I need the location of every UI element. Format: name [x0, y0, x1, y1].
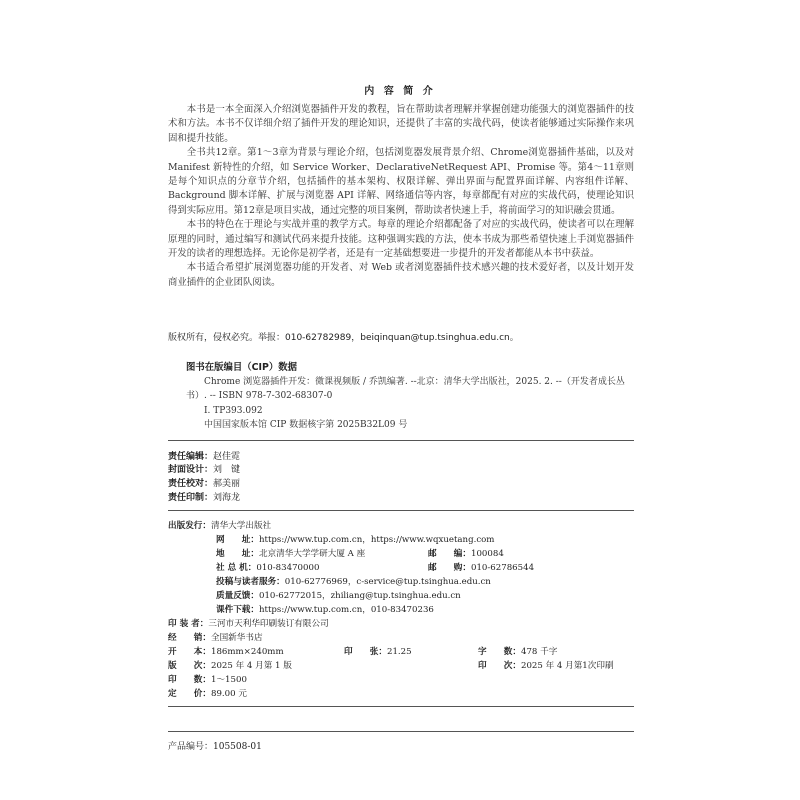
- courseware-label: 课件下载：: [216, 605, 259, 615]
- cip-heading: 图书在版编目（CIP）数据: [186, 362, 297, 373]
- printing-value: 2025 年 4 月第1次印刷: [520, 661, 614, 671]
- credit-row: [168, 449, 240, 462]
- courseware-row: [216, 603, 434, 615]
- credit-value: 郝美丽: [213, 479, 241, 489]
- cip-line: Chrome 浏览器插件开发：微课视频版 / 乔凯编著. --北京：清华大学出版社，2025. 2. --（开发者成长丛书）. -- ISBN 978-7-302-68307-0: [186, 377, 625, 402]
- edition-value: 2025 年 4 月第 1 版: [210, 661, 292, 671]
- publisher-label: 出版发行：: [168, 521, 211, 531]
- word-count-value: 478 千字: [520, 647, 558, 657]
- credit-label: 责任编辑：: [168, 452, 214, 462]
- quality-value: 010-62772015，zhiliang@tup.tsinghua.edu.cn: [258, 591, 461, 601]
- copies-row: [168, 673, 247, 685]
- web-value: https://www.tup.com.cn，https://www.wqxuetang.com: [258, 535, 495, 545]
- format-label: 开 本：: [168, 647, 211, 657]
- cip-line: 中国国家版本馆 CIP 数据核字第 2025B32L09 号: [204, 420, 408, 431]
- product-code: 产品编号：105508-01: [168, 742, 262, 752]
- credit-label: 责任印制：: [168, 493, 214, 503]
- address-label: 地 址：: [216, 549, 259, 559]
- edition-label: 版 次：: [168, 661, 211, 671]
- sheets-value: 21.25: [386, 647, 412, 657]
- zip-label: 邮 编：: [428, 549, 471, 559]
- intro-paragraph: 本书是一本全面深入介绍浏览器插件开发的教程，旨在帮助读者理解并掌握创建功能强大的浏览器插件的技术和方法。本书不仅详细介绍了插件开发的理论知识，还提供了丰富的实战代码，使读者能够通过实际操作来巩固和提升技能。: [168, 104, 634, 144]
- distributor-label: 经 销：: [168, 633, 211, 643]
- credit-value: 刘 键: [213, 465, 241, 475]
- word-count-row: [478, 645, 557, 657]
- divider: [168, 440, 634, 441]
- word-count-label: 字 数：: [478, 647, 521, 657]
- publisher-value: 清华大学出版社: [210, 521, 272, 531]
- format-row: [168, 645, 284, 657]
- divider: [168, 510, 634, 511]
- distributor-value: 全国新华书店: [210, 633, 263, 643]
- sheets-row: [344, 645, 412, 657]
- credit-row: [168, 490, 240, 503]
- credit-value: 刘海龙: [213, 493, 241, 503]
- divider: [168, 706, 634, 707]
- intro-paragraph: 本书适合希望扩展浏览器功能的开发者、对 Web 或者浏览器插件技术感兴趣的技术爱好者，以及计划开发商业插件的企业团队阅读。: [168, 262, 634, 288]
- cip-block: [186, 375, 634, 433]
- phone-value: 010-83470000: [256, 563, 320, 573]
- publisher-row: [168, 519, 271, 531]
- intro-section: [168, 103, 634, 290]
- copies-label: 印 数：: [168, 675, 211, 685]
- credit-value: 赵佳霓: [213, 452, 241, 462]
- phone-row: [216, 561, 319, 573]
- printer-row: [168, 617, 329, 629]
- printing-row: [478, 659, 614, 671]
- distributor-row: [168, 631, 263, 643]
- format-value: 186mm×240mm: [210, 647, 284, 657]
- divider: [168, 731, 634, 732]
- intro-paragraph: 全书共12章。第1～3章为背景与理论介绍，包括浏览器发展背景介绍、Chrome浏览器插件基础，以及对 Manifest 新特性的介绍，如 Service Worker、DeclarativeNetRequest API、Promise 等。第4～11章则是每个知识点的分章节介绍，包括插件的基本架构、权限详解、弹出界面与配置界面详解、内容组件详解、Background 脚本详解、扩展与浏览器 API 详解、网络通信等内容，每章都配有对应的实战代码，使理论知识得到实际应用。第12章是项目实战，通过完整的项目案例，帮助读者快速上手，将前面学习的知识融会贯通。: [168, 147, 634, 216]
- credit-row: [168, 462, 240, 475]
- address-row: [216, 547, 365, 559]
- mail-order-row: [428, 561, 534, 573]
- quality-label: 质量反馈：: [216, 591, 259, 601]
- contrib-label: 投稿与读者服务：: [216, 577, 285, 587]
- price-value: 89.00 元: [210, 689, 247, 699]
- intro-paragraph: 本书的特色在于理论与实战并重的教学方式。每章的理论介绍都配备了对应的实战代码，使读者可以在理解原理的同时，通过编写和测试代码来提升技能。这种强调实践的方法，使本书成为那些希望快速上手浏览器插件开发的读者的理想选择。无论你是初学者，还是有一定基础想要进一步提升的开发者都能从本书中获益。: [168, 219, 634, 260]
- printer-label: 印 装 者：: [168, 619, 209, 629]
- courseware-value: https://www.tup.com.cn，010-83470236: [258, 605, 434, 615]
- credit-row: [168, 476, 240, 489]
- quality-row: [216, 589, 461, 601]
- web-label: 网 址：: [216, 535, 259, 545]
- phone-label: 社 总 机：: [216, 563, 257, 573]
- web-row: [216, 533, 494, 545]
- price-row: [168, 687, 247, 699]
- mail-order-label: 邮 购：: [428, 563, 471, 573]
- zip-row: [428, 547, 504, 559]
- page-title: 内 容 简 介: [364, 86, 436, 97]
- cip-line: Ⅰ. TP393.092: [204, 405, 263, 416]
- contrib-row: [216, 575, 491, 587]
- credit-label: 责任校对：: [168, 479, 214, 489]
- edition-row: [168, 659, 292, 671]
- price-label: 定 价：: [168, 689, 211, 699]
- mail-order-value: 010-62786544: [470, 563, 535, 573]
- credit-label: 封面设计：: [168, 465, 214, 475]
- copies-value: 1～1500: [210, 675, 247, 685]
- printer-value: 三河市天利华印刷装订有限公司: [208, 619, 329, 629]
- printing-label: 印 次：: [478, 661, 521, 671]
- contrib-value: 010-62776969，c-service@tup.tsinghua.edu.cn: [284, 577, 491, 587]
- copyright-notice: 版权所有，侵权必究。举报：010-62782989，beiqinquan@tup.tsinghua.edu.cn。: [168, 333, 519, 343]
- sheets-label: 印 张：: [344, 647, 387, 657]
- address-value: 北京清华大学学研大厦 A 座: [258, 549, 366, 559]
- zip-value: 100084: [470, 549, 504, 559]
